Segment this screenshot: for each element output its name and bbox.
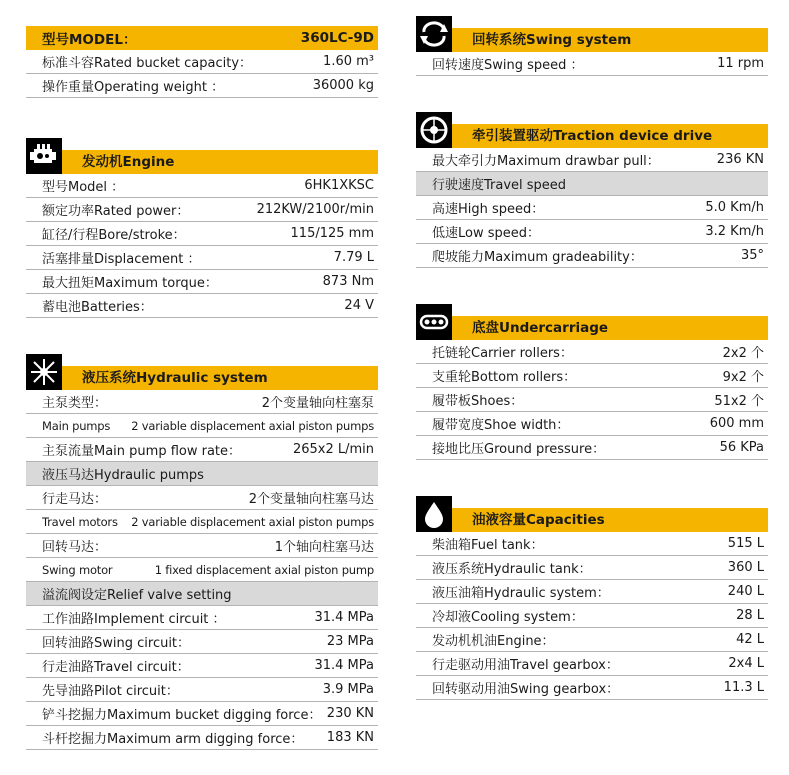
- spec-label: 柴油箱Fuel tank：: [432, 538, 544, 553]
- model-value: 360LC-9D: [300, 30, 374, 46]
- spec-label: 回转驱动用油Swing gearbox：: [432, 682, 620, 697]
- spec-row: [416, 436, 768, 460]
- spec-label: 回转油路Swing circuit：: [42, 636, 191, 651]
- spec-value: 7.79 L: [333, 250, 374, 265]
- spec-row: [26, 74, 378, 98]
- spec-row: [26, 270, 378, 294]
- model-label: 型号MODEL：: [42, 32, 137, 48]
- spec-row: [416, 652, 768, 676]
- spec-label: 活塞排量Displacement ：: [42, 252, 201, 267]
- spec-row: [416, 196, 768, 220]
- spec-label: 液压油箱Hydraulic system：: [432, 586, 610, 601]
- spec-label: 托链轮Carrier rollers：: [432, 346, 573, 361]
- spec-label: 高速High speed：: [432, 202, 545, 217]
- spec-row: [26, 534, 378, 558]
- swing-title: 回转系统Swing system: [472, 32, 632, 48]
- spec-row: [416, 148, 768, 172]
- spec-value: 28 L: [736, 608, 764, 623]
- spec-row: [416, 220, 768, 244]
- capacities-header: [416, 492, 768, 532]
- swing-section: [416, 12, 768, 76]
- spec-label: 蓄电池Batteries：: [42, 300, 153, 315]
- spec-value: 600 mm: [709, 416, 764, 431]
- spec-label: 回转马达：: [42, 540, 108, 555]
- spec-value: 515 L: [727, 536, 764, 551]
- spec-value: 35°: [740, 248, 764, 263]
- spec-label: 低速Low speed：: [432, 226, 541, 241]
- spec-value: 183 KN: [326, 730, 374, 745]
- spec-row: [416, 340, 768, 364]
- model-row: [26, 26, 378, 50]
- spec-label: Main pumps: [42, 418, 111, 433]
- spec-row: [26, 678, 378, 702]
- spec-label: 履带宽度Shoe width：: [432, 418, 570, 433]
- spec-row: [26, 654, 378, 678]
- spec-value: 5.0 Km/h: [705, 200, 764, 215]
- spec-value: 873 Nm: [322, 274, 374, 289]
- spec-value: 1个轴向柱塞马达: [274, 540, 374, 555]
- spec-row: [416, 532, 768, 556]
- spec-label: Travel motors: [42, 514, 118, 529]
- spec-value: 11.3 L: [723, 680, 764, 695]
- spec-row: [416, 604, 768, 628]
- spec-label: 额定功率Rated power：: [42, 204, 190, 219]
- spec-row: [416, 412, 768, 436]
- undercarriage-header: [416, 300, 768, 340]
- spec-row: [26, 390, 378, 414]
- spec-row: [26, 630, 378, 654]
- spec-label: 主泵类型：: [42, 396, 108, 411]
- spec-label: 最大扭矩Maximum torque：: [42, 276, 218, 291]
- spec-label: 支重轮Bottom rollers：: [432, 370, 577, 385]
- spec-row: [416, 388, 768, 412]
- spec-label: 操作重量Operating weight ：: [42, 80, 225, 95]
- swing-header: [416, 12, 768, 52]
- spec-row: [26, 438, 378, 462]
- spec-row: [26, 50, 378, 74]
- spec-label: 行走驱动用油Travel gearbox：: [432, 658, 619, 673]
- engine-title: 发动机Engine: [82, 154, 175, 170]
- capacities-section: [416, 492, 768, 700]
- spec-value: 23 MPa: [326, 634, 374, 649]
- spec-value: 2 variable displacement axial piston pumps: [131, 514, 374, 529]
- spec-label: 缸径/行程Bore/stroke：: [42, 228, 186, 243]
- spec-row: [416, 52, 768, 76]
- spec-value: 9x2 个: [722, 370, 764, 385]
- spec-value: 11 rpm: [717, 56, 764, 71]
- spec-value: 24 V: [344, 298, 374, 313]
- track-chain-icon: [416, 304, 452, 340]
- hydraulic-header: [26, 350, 378, 390]
- subheader-row: [26, 462, 378, 486]
- spec-row: [26, 558, 378, 582]
- spec-value: 36000 kg: [312, 78, 374, 93]
- spec-value: 1.60 m³: [323, 54, 374, 69]
- spec-label: Swing motor: [42, 562, 113, 577]
- spec-label: 液压系统Hydraulic tank：: [432, 562, 592, 577]
- spec-row: [26, 486, 378, 510]
- spec-label: 冷却液Cooling system：: [432, 610, 584, 625]
- spec-label: 先导油路Pilot circuit：: [42, 684, 179, 699]
- spec-label: 最大牵引力Maximum drawbar pull：: [432, 154, 660, 169]
- spec-row: [26, 198, 378, 222]
- spec-row: [26, 174, 378, 198]
- spec-value: 2 variable displacement axial piston pumps: [131, 418, 374, 433]
- spec-value: 3.9 MPa: [322, 682, 374, 697]
- spec-row: [26, 606, 378, 630]
- spec-label: 接地比压Ground pressure：: [432, 442, 606, 457]
- spec-value: 31.4 MPa: [314, 658, 374, 673]
- spec-value: 56 KPa: [719, 440, 764, 455]
- spec-value: 31.4 MPa: [314, 610, 374, 625]
- spec-label: 工作油路Implement circuit ：: [42, 612, 226, 627]
- subheader-row: [416, 172, 768, 196]
- spec-value: 2个变量轴向柱塞马达: [248, 492, 374, 507]
- spec-label: 主泵流量Main pump flow rate：: [42, 444, 242, 459]
- engine-icon: [26, 138, 62, 174]
- spec-label: 发动机机油Engine：: [432, 634, 555, 649]
- spec-label: 行走马达：: [42, 492, 108, 507]
- spec-value: 42 L: [736, 632, 764, 647]
- spec-value: 3.2 Km/h: [705, 224, 764, 239]
- spec-label: 斗杆挖掘力Maximum arm digging force：: [42, 732, 304, 747]
- engine-header: [26, 134, 378, 174]
- spec-value: 212KW/2100r/min: [256, 202, 374, 217]
- general-section: [26, 26, 378, 98]
- spec-label: 行驶速度Travel speed: [432, 178, 567, 193]
- spec-value: 115/125 mm: [290, 226, 374, 241]
- spec-value: 236 KN: [716, 152, 764, 167]
- spec-row: [416, 556, 768, 580]
- spec-value: 240 L: [727, 584, 764, 599]
- spec-row: [416, 580, 768, 604]
- spec-row: [26, 702, 378, 726]
- spec-label: 回转速度Swing speed ：: [432, 58, 584, 73]
- hydraulic-burst-icon: [26, 354, 62, 390]
- spec-value: 51x2 个: [714, 394, 764, 409]
- spec-row: [26, 726, 378, 750]
- spec-value: 265x2 L/min: [292, 442, 374, 457]
- spec-row: [26, 222, 378, 246]
- spec-row: [26, 510, 378, 534]
- spec-row: [416, 364, 768, 388]
- oil-drop-icon: [416, 496, 452, 532]
- swing-arrows-icon: [416, 16, 452, 52]
- spec-label: 标准斗容Rated bucket capacity：: [42, 56, 253, 71]
- spec-label: 型号Model ：: [42, 180, 125, 195]
- spec-row: [416, 628, 768, 652]
- spec-row: [416, 244, 768, 268]
- spec-value: 2x4 L: [728, 656, 764, 671]
- spec-row: [26, 294, 378, 318]
- spec-value: 2个变量轴向柱塞泵: [261, 396, 374, 411]
- wheel-drive-icon: [416, 112, 452, 148]
- traction-header: [416, 108, 768, 148]
- spec-value: 360 L: [727, 560, 764, 575]
- spec-row: [26, 414, 378, 438]
- spec-label: 行走油路Travel circuit：: [42, 660, 190, 675]
- engine-section: [26, 134, 378, 318]
- spec-value: 1 fixed displacement axial piston pump: [154, 562, 374, 577]
- capacities-title: 油液容量Capacities: [472, 512, 605, 528]
- undercarriage-title: 底盘Undercarriage: [472, 320, 609, 336]
- traction-section: [416, 108, 768, 268]
- spec-label: 爬坡能力Maximum gradeability：: [432, 250, 643, 265]
- spec-row: [416, 676, 768, 700]
- hydraulic-section: [26, 350, 378, 750]
- undercarriage-section: [416, 300, 768, 460]
- traction-title: 牵引装置驱动Traction device drive: [472, 128, 713, 144]
- spec-label: 溢流阀设定Relief valve setting: [42, 588, 232, 603]
- spec-value: 6HK1XKSC: [304, 178, 374, 193]
- spec-row: [26, 246, 378, 270]
- hydraulic-title: 液压系统Hydraulic system: [82, 370, 268, 386]
- spec-label: 铲斗挖掘力Maximum bucket digging force：: [42, 708, 322, 723]
- subheader-row: [26, 582, 378, 606]
- spec-value: 230 KN: [326, 706, 374, 721]
- spec-label: 履带板Shoes：: [432, 394, 524, 409]
- spec-label: 液压马达Hydraulic pumps: [42, 468, 204, 483]
- spec-value: 2x2 个: [722, 346, 764, 361]
